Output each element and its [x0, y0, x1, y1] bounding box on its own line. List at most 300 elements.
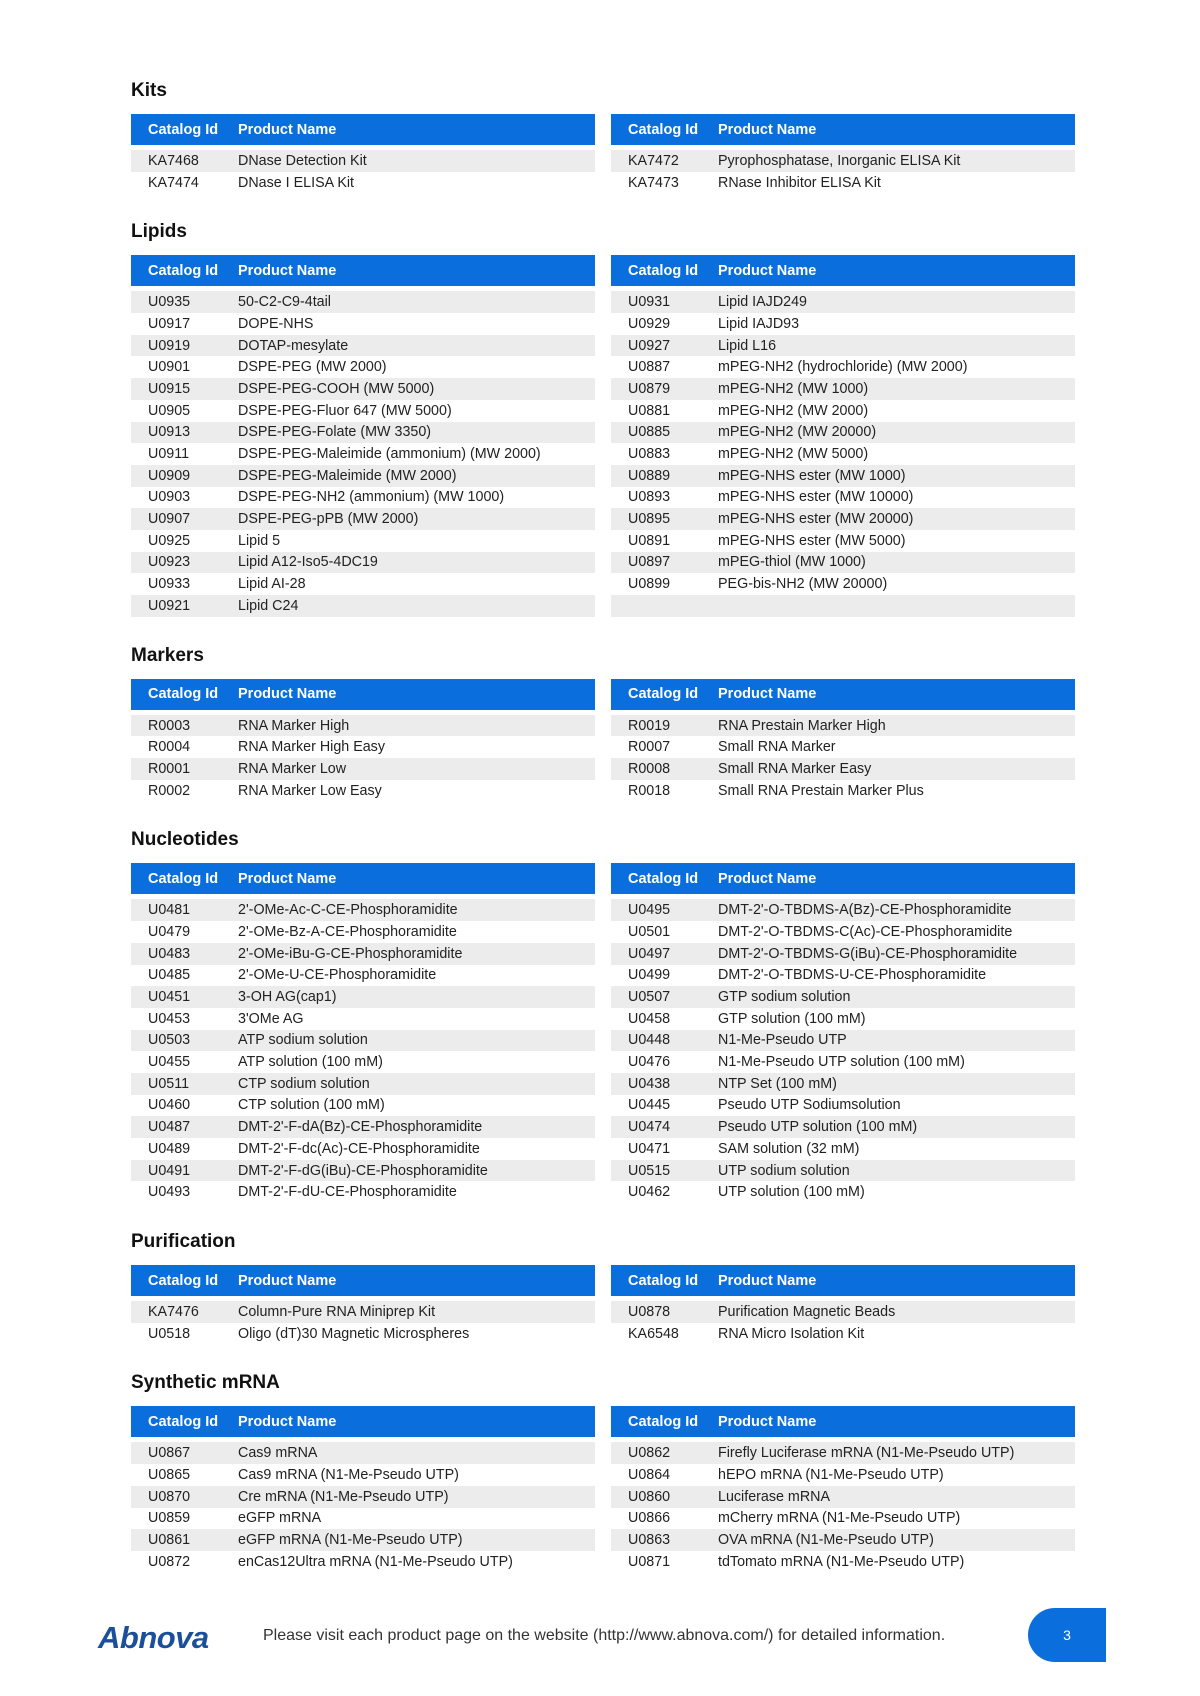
product-name: DSPE-PEG-NH2 (ammonium) (MW 1000) [238, 489, 505, 506]
table-pair [131, 255, 1075, 616]
catalog-id: U0901 [148, 359, 191, 376]
product-name: ATP solution (100 mM) [238, 1054, 383, 1071]
catalog-id: R0019 [628, 717, 671, 734]
footer-note: Please visit each product page on the website (http://www.abnova.com/) for detailed information. [263, 1627, 946, 1644]
product-name: RNA Prestain Marker High [718, 717, 886, 734]
column-header-catalog-id: Catalog Id [628, 686, 699, 703]
product-name: DOPE-NHS [238, 315, 314, 332]
product-name: mPEG-NHS ester (MW 1000) [718, 467, 906, 484]
table-header [131, 1406, 595, 1437]
product-name: DNase Detection Kit [238, 152, 367, 169]
section-title: Lipids [131, 221, 187, 243]
table-row [611, 1442, 1075, 1464]
catalog-id: U0859 [148, 1510, 191, 1527]
product-name: DSPE-PEG-COOH (MW 5000) [238, 380, 435, 397]
product-name: Cas9 mRNA (N1-Me-Pseudo UTP) [238, 1466, 459, 1483]
catalog-id: U0872 [148, 1553, 191, 1570]
table-row [131, 1464, 595, 1486]
catalog-id: U0933 [148, 576, 191, 593]
table-row [611, 715, 1075, 737]
product-name: DSPE-PEG-Maleimide (MW 2000) [238, 467, 457, 484]
product-name: Pseudo UTP solution (100 mM) [718, 1119, 918, 1136]
column-header-product-name: Product Name [718, 870, 817, 887]
catalog-id: U0864 [628, 1466, 671, 1483]
table-row [611, 595, 1075, 617]
product-name: RNase Inhibitor ELISA Kit [718, 174, 881, 191]
column-header-catalog-id: Catalog Id [148, 870, 219, 887]
table-row [611, 1486, 1075, 1508]
catalog-id: U0485 [148, 967, 191, 984]
table-pair [131, 679, 1075, 802]
table-row [611, 530, 1075, 552]
product-name: Small RNA Marker Easy [718, 760, 872, 777]
product-name: NTP Set (100 mM) [718, 1075, 837, 1092]
catalog-id: U0925 [148, 532, 191, 549]
table-row [611, 1073, 1075, 1095]
product-name: DMT-2'-F-dG(iBu)-CE-Phosphoramidite [238, 1162, 488, 1179]
table-row [611, 356, 1075, 378]
table-row [131, 1030, 595, 1052]
column-header-catalog-id: Catalog Id [628, 262, 699, 279]
catalog-id: U0883 [628, 446, 671, 463]
catalog-id: U0507 [628, 989, 671, 1006]
product-name: 50-C2-C9-4tail [238, 294, 331, 311]
table-pair [131, 863, 1075, 1203]
product-name: mPEG-NHS ester (MW 10000) [718, 489, 914, 506]
product-name: GTP sodium solution [718, 989, 851, 1006]
product-name: Lipid AI-28 [238, 576, 306, 593]
product-name: Pyrophosphatase, Inorganic ELISA Kit [718, 152, 961, 169]
product-name: 3'OMe AG [238, 1010, 304, 1027]
catalog-id: U0471 [628, 1140, 671, 1157]
table-row [131, 400, 595, 422]
catalog-id: U0474 [628, 1119, 671, 1136]
column-header-catalog-id: Catalog Id [148, 262, 219, 279]
product-name: DSPE-PEG-Fluor 647 (MW 5000) [238, 402, 452, 419]
product-table-left [131, 679, 595, 802]
product-name: mPEG-NH2 (MW 1000) [718, 380, 869, 397]
table-header [131, 1265, 595, 1296]
product-name: DSPE-PEG (MW 2000) [238, 359, 387, 376]
catalog-id: U0919 [148, 337, 191, 354]
table-row [611, 758, 1075, 780]
product-name: mPEG-NH2 (hydrochloride) (MW 2000) [718, 359, 968, 376]
catalog-id: U0909 [148, 467, 191, 484]
column-header-catalog-id: Catalog Id [148, 1272, 219, 1289]
table-header [131, 114, 595, 145]
catalog-id: U0866 [628, 1510, 671, 1527]
catalog-id: U0445 [628, 1097, 671, 1114]
catalog-id: R0018 [628, 782, 671, 799]
catalog-id: U0911 [148, 446, 190, 463]
catalog-id: U0891 [628, 532, 671, 549]
table-row [131, 335, 595, 357]
catalog-id: KA6548 [628, 1325, 679, 1342]
product-name: Lipid C24 [238, 597, 299, 614]
product-name: Oligo (dT)30 Magnetic Microspheres [238, 1325, 470, 1342]
table-row [611, 780, 1075, 802]
table-row [611, 552, 1075, 574]
catalog-id: U0903 [148, 489, 191, 506]
product-name: DMT-2'-F-dc(Ac)-CE-Phosphoramidite [238, 1140, 480, 1157]
catalog-id: U0867 [148, 1445, 191, 1462]
column-header-product-name: Product Name [718, 121, 817, 138]
table-row [611, 986, 1075, 1008]
table-row [611, 1138, 1075, 1160]
table-row [131, 356, 595, 378]
catalog-id: U0863 [628, 1532, 671, 1549]
product-name: eGFP mRNA [238, 1510, 322, 1527]
column-header-product-name: Product Name [238, 870, 337, 887]
catalog-id: U0907 [148, 511, 191, 528]
product-table-right [611, 114, 1075, 193]
table-row [611, 465, 1075, 487]
table-row [131, 1508, 595, 1530]
catalog-id: U0897 [628, 554, 671, 571]
catalog-id: U0476 [628, 1054, 671, 1071]
column-header-product-name: Product Name [238, 121, 337, 138]
catalog-id: U0885 [628, 424, 671, 441]
catalog-id: U0460 [148, 1097, 191, 1114]
table-row [131, 422, 595, 444]
catalog-id: KA7476 [148, 1303, 199, 1320]
catalog-id: U0455 [148, 1054, 191, 1071]
product-name: DSPE-PEG-Folate (MW 3350) [238, 424, 432, 441]
product-name: DMT-2'-O-TBDMS-C(Ac)-CE-Phosphoramidite [718, 923, 1013, 940]
catalog-id: R0003 [148, 717, 191, 734]
table-row [611, 378, 1075, 400]
catalog-id: U0515 [628, 1162, 671, 1179]
product-name: SAM solution (32 mM) [718, 1140, 860, 1157]
catalog-content [131, 79, 1075, 1600]
table-row [131, 921, 595, 943]
column-header-product-name: Product Name [238, 1272, 337, 1289]
product-table-left [131, 1265, 595, 1344]
catalog-id: U0915 [148, 380, 191, 397]
catalog-id: U0487 [148, 1119, 191, 1136]
table-header [611, 863, 1075, 894]
product-name: DSPE-PEG-Maleimide (ammonium) (MW 2000) [238, 446, 541, 463]
table-row [131, 1095, 595, 1117]
product-name: UTP sodium solution [718, 1162, 850, 1179]
catalog-id: U0501 [628, 923, 671, 940]
table-row [131, 1323, 595, 1345]
column-header-catalog-id: Catalog Id [148, 1413, 219, 1430]
table-row [131, 530, 595, 552]
table-row [131, 1301, 595, 1323]
column-header-catalog-id: Catalog Id [628, 1272, 699, 1289]
catalog-id: U0860 [628, 1488, 671, 1505]
product-name: Lipid IAJD93 [718, 315, 800, 332]
product-name: mPEG-NHS ester (MW 20000) [718, 511, 914, 528]
product-name: Cre mRNA (N1-Me-Pseudo UTP) [238, 1488, 449, 1505]
table-row [611, 1551, 1075, 1573]
column-header-product-name: Product Name [718, 262, 817, 279]
section-lipids [131, 220, 1075, 616]
product-name: 2'-OMe-Ac-C-CE-Phosphoramidite [238, 902, 458, 919]
catalog-id: U0887 [628, 359, 671, 376]
product-name: DMT-2'-O-TBDMS-A(Bz)-CE-Phosphoramidite [718, 902, 1012, 919]
catalog-id: U0931 [628, 294, 671, 311]
product-name: RNA Marker Low [238, 760, 347, 777]
table-row [611, 400, 1075, 422]
product-name: eGFP mRNA (N1-Me-Pseudo UTP) [238, 1532, 463, 1549]
product-name: Small RNA Prestain Marker Plus [718, 782, 924, 799]
catalog-id: KA7474 [148, 174, 199, 191]
catalog-id: U0499 [628, 967, 671, 984]
section-title: Kits [131, 80, 167, 101]
table-row [611, 943, 1075, 965]
product-name: tdTomato mRNA (N1-Me-Pseudo UTP) [718, 1553, 965, 1570]
table-row [611, 443, 1075, 465]
catalog-id: U0921 [148, 597, 191, 614]
column-header-catalog-id: Catalog Id [148, 686, 219, 703]
product-name: mPEG-NH2 (MW 5000) [718, 446, 869, 463]
table-row [131, 736, 595, 758]
catalog-id: U0462 [628, 1184, 671, 1201]
table-row [131, 1138, 595, 1160]
table-row [131, 1073, 595, 1095]
catalog-id: U0862 [628, 1445, 671, 1462]
table-row [611, 1508, 1075, 1530]
table-header [611, 114, 1075, 145]
table-row [131, 1529, 595, 1551]
product-name: CTP sodium solution [238, 1075, 370, 1092]
table-row [131, 986, 595, 1008]
catalog-id: U0927 [628, 337, 671, 354]
table-row [611, 291, 1075, 313]
table-row [131, 780, 595, 802]
catalog-id: R0007 [628, 739, 671, 756]
table-header [611, 679, 1075, 710]
table-row [131, 1181, 595, 1203]
product-name: DMT-2'-F-dU-CE-Phosphoramidite [238, 1184, 457, 1201]
product-name: 2'-OMe-iBu-G-CE-Phosphoramidite [238, 945, 463, 962]
catalog-id: R0002 [148, 782, 191, 799]
table-row [611, 508, 1075, 530]
catalog-id: R0004 [148, 739, 191, 756]
product-name: DMT-2'-O-TBDMS-G(iBu)-CE-Phosphoramidite [718, 945, 1018, 962]
table-row [131, 150, 595, 172]
table-row [131, 291, 595, 313]
table-row [611, 736, 1075, 758]
catalog-id: U0438 [628, 1075, 671, 1092]
table-row [611, 1529, 1075, 1551]
table-row [131, 1486, 595, 1508]
product-name: 2'-OMe-Bz-A-CE-Phosphoramidite [238, 923, 457, 940]
page-number-badge [1028, 1608, 1106, 1662]
catalog-id: U0871 [628, 1553, 671, 1570]
table-row [611, 422, 1075, 444]
table-row [611, 1323, 1075, 1345]
section-title: Markers [131, 644, 204, 666]
product-name: RNA Marker High Easy [238, 739, 385, 756]
table-row [611, 487, 1075, 509]
table-row [611, 1160, 1075, 1182]
column-header-catalog-id: Catalog Id [628, 870, 699, 887]
table-row [131, 378, 595, 400]
section-nucleotides [131, 828, 1075, 1203]
table-row [611, 313, 1075, 335]
column-header-product-name: Product Name [718, 1272, 817, 1289]
catalog-id: U0878 [628, 1303, 671, 1320]
section-kits [131, 79, 1075, 193]
column-header-product-name: Product Name [238, 1413, 337, 1430]
catalog-id: U0879 [628, 380, 671, 397]
product-name: Column-Pure RNA Miniprep Kit [238, 1303, 436, 1320]
product-name: hEPO mRNA (N1-Me-Pseudo UTP) [718, 1466, 944, 1483]
catalog-id: U0489 [148, 1140, 191, 1157]
section-markers [131, 644, 1075, 802]
product-name: mPEG-thiol (MW 1000) [718, 554, 866, 571]
product-name: Luciferase mRNA [718, 1488, 831, 1505]
product-name: Firefly Luciferase mRNA (N1-Me-Pseudo UTP) [718, 1445, 1015, 1462]
product-name: RNA Micro Isolation Kit [718, 1325, 865, 1342]
table-row [131, 313, 595, 335]
catalog-id: U0905 [148, 402, 191, 419]
product-name: DMT-2'-F-dA(Bz)-CE-Phosphoramidite [238, 1119, 483, 1136]
table-row [131, 595, 595, 617]
catalog-id: U0481 [148, 902, 191, 919]
catalog-id: U0511 [148, 1075, 190, 1092]
table-row [611, 1008, 1075, 1030]
catalog-id: U0483 [148, 945, 191, 962]
table-pair [131, 1265, 1075, 1344]
catalog-id: U0913 [148, 424, 191, 441]
catalog-id: KA7473 [628, 174, 679, 191]
table-row [611, 335, 1075, 357]
table-row [611, 1095, 1075, 1117]
catalog-id: U0895 [628, 511, 671, 528]
product-name: N1-Me-Pseudo UTP [718, 1032, 847, 1049]
catalog-id: U0503 [148, 1032, 191, 1049]
table-row [611, 1181, 1075, 1203]
catalog-id: U0493 [148, 1184, 191, 1201]
catalog-id: R0001 [148, 760, 191, 777]
product-name: RNA Marker Low Easy [238, 782, 382, 799]
product-table-right [611, 1406, 1075, 1572]
product-name: DMT-2'-O-TBDMS-U-CE-Phosphoramidite [718, 967, 987, 984]
product-name: Lipid A12-Iso5-4DC19 [238, 554, 378, 571]
product-name: mPEG-NH2 (MW 2000) [718, 402, 869, 419]
table-row [611, 1051, 1075, 1073]
product-name: GTP solution (100 mM) [718, 1010, 866, 1027]
product-name: ATP sodium solution [238, 1032, 368, 1049]
catalog-id: U0881 [628, 402, 671, 419]
table-header [611, 1265, 1075, 1296]
catalog-id: U0491 [148, 1162, 191, 1179]
table-row [131, 758, 595, 780]
column-header-catalog-id: Catalog Id [628, 1413, 699, 1430]
table-row [131, 487, 595, 509]
product-name: Lipid IAJD249 [718, 294, 808, 311]
table-header [611, 1406, 1075, 1437]
table-row [131, 1008, 595, 1030]
product-table-right [611, 863, 1075, 1203]
table-row [611, 1301, 1075, 1323]
product-table-right [611, 679, 1075, 802]
catalog-id: U0899 [628, 576, 671, 593]
table-row [131, 573, 595, 595]
product-name: Small RNA Marker [718, 739, 836, 756]
table-row [611, 1116, 1075, 1138]
product-name: DNase I ELISA Kit [238, 174, 355, 191]
product-name: 3-OH AG(cap1) [238, 989, 337, 1006]
catalog-id: U0458 [628, 1010, 671, 1027]
table-row [131, 1160, 595, 1182]
table-header [131, 679, 595, 710]
catalog-id: U0929 [628, 315, 671, 332]
product-name: OVA mRNA (N1-Me-Pseudo UTP) [718, 1532, 934, 1549]
table-row [131, 1051, 595, 1073]
catalog-id: U0917 [148, 315, 191, 332]
section-title: Purification [131, 1231, 236, 1253]
catalog-id: U0448 [628, 1032, 671, 1049]
product-name: mPEG-NHS ester (MW 5000) [718, 532, 906, 549]
table-row [131, 443, 595, 465]
table-row [131, 1551, 595, 1573]
table-row [131, 1116, 595, 1138]
catalog-id: U0935 [148, 294, 191, 311]
product-table-right [611, 1265, 1075, 1344]
catalog-id: U0889 [628, 467, 671, 484]
catalog-id: U0518 [148, 1325, 191, 1342]
product-name: DOTAP-mesylate [238, 337, 349, 354]
column-header-catalog-id: Catalog Id [628, 121, 699, 138]
catalog-id: U0923 [148, 554, 191, 571]
table-row [131, 715, 595, 737]
product-table-right [611, 255, 1075, 616]
product-name: 2'-OMe-U-CE-Phosphoramidite [238, 967, 437, 984]
catalog-id: KA7468 [148, 152, 199, 169]
column-header-product-name: Product Name [238, 686, 337, 703]
table-row [611, 1030, 1075, 1052]
product-table-left [131, 1406, 595, 1572]
product-name: Lipid L16 [718, 337, 777, 354]
product-name: DSPE-PEG-pPB (MW 2000) [238, 511, 419, 528]
table-row [611, 172, 1075, 194]
catalog-id: U0453 [148, 1010, 191, 1027]
product-name: RNA Marker High [238, 717, 350, 734]
product-name: Lipid 5 [238, 532, 281, 549]
table-header [131, 863, 595, 894]
catalog-id: U0865 [148, 1466, 191, 1483]
catalog-id: U0451 [148, 989, 191, 1006]
catalog-id: U0497 [628, 945, 671, 962]
product-table-left [131, 863, 595, 1203]
catalog-id: U0861 [148, 1532, 191, 1549]
abnova-logo: Abnova [98, 1620, 209, 1655]
product-table-left [131, 114, 595, 193]
column-header-product-name: Product Name [238, 262, 337, 279]
product-name: enCas12Ultra mRNA (N1-Me-Pseudo UTP) [238, 1553, 513, 1570]
table-row [611, 921, 1075, 943]
table-row [131, 965, 595, 987]
table-header [131, 255, 595, 286]
section-purification [131, 1230, 1075, 1344]
table-row [131, 899, 595, 921]
product-table-left [131, 255, 595, 616]
table-row [131, 465, 595, 487]
page-number: 3 [1063, 1627, 1071, 1643]
table-row [131, 552, 595, 574]
column-header-catalog-id: Catalog Id [148, 121, 219, 138]
column-header-product-name: Product Name [718, 1413, 817, 1430]
table-row [611, 965, 1075, 987]
column-header-product-name: Product Name [718, 686, 817, 703]
product-name: N1-Me-Pseudo UTP solution (100 mM) [718, 1054, 965, 1071]
table-row [131, 943, 595, 965]
